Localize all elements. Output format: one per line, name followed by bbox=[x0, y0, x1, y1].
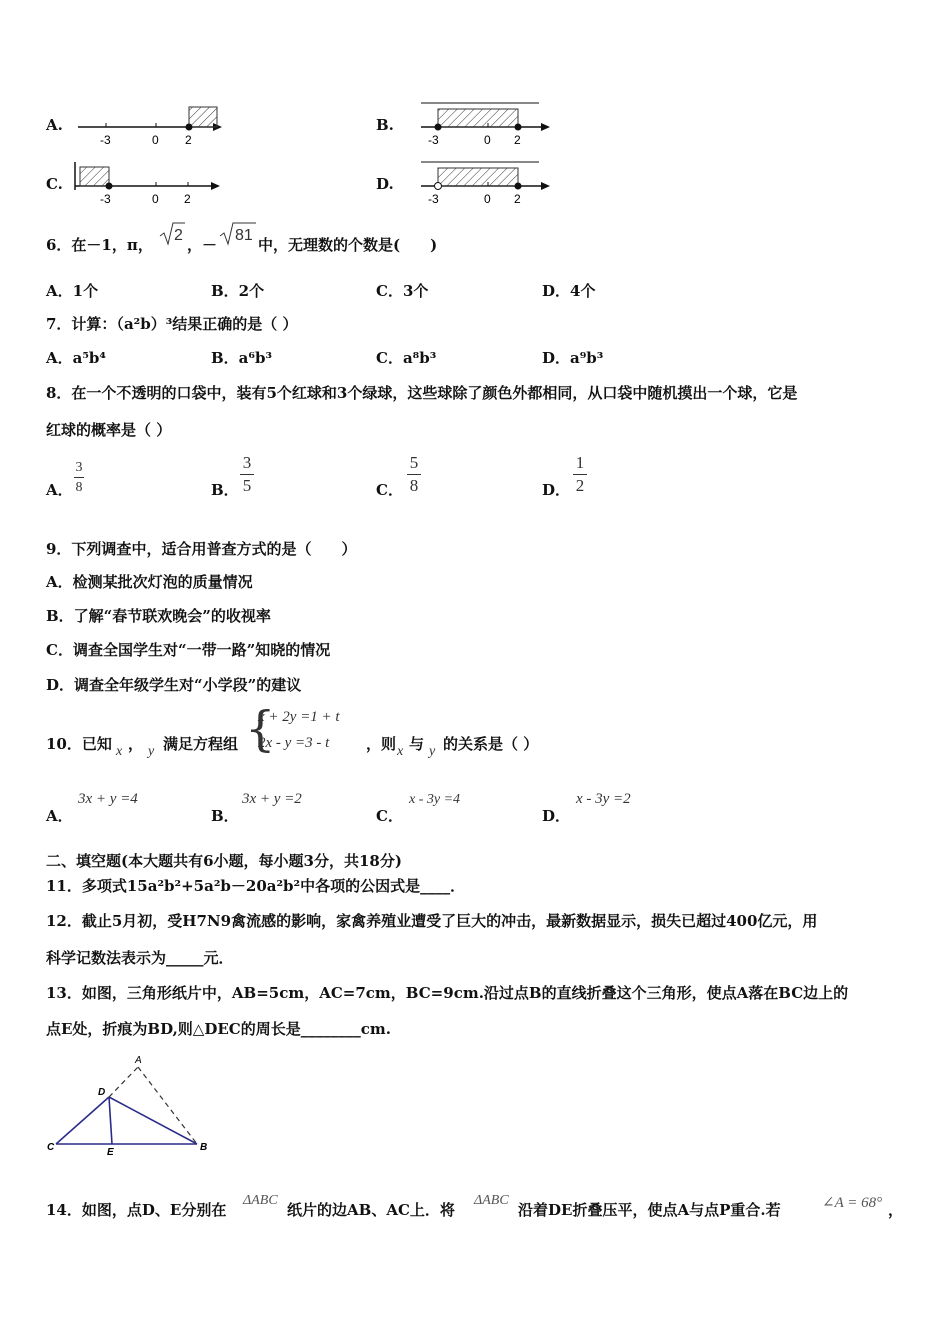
tick-label: -3 bbox=[100, 192, 111, 206]
q7-option-b: B．a⁶b³ bbox=[211, 349, 273, 367]
denominator: 5 bbox=[242, 476, 252, 495]
tick-label: 2 bbox=[514, 192, 521, 206]
tick-label: -3 bbox=[428, 133, 439, 147]
numberline-option-d bbox=[415, 158, 560, 210]
q13-line1: 13．如图，三角形纸片中，AB=5cm，AC=7cm，BC=9cm.沿过点B的直线折叠这个三角形，使点A落在BC边上的 bbox=[46, 984, 849, 1002]
q8-option-b-letter: B． bbox=[211, 481, 239, 499]
tick-label: 2 bbox=[514, 133, 521, 147]
equation-system bbox=[258, 704, 340, 756]
numerator: 1 bbox=[575, 453, 585, 472]
numberline-option-c bbox=[70, 158, 232, 210]
section-heading: 二、填空题(本大题共有6小题，每小题3分，共18分) bbox=[46, 852, 402, 870]
option-a-letter: A. bbox=[46, 116, 63, 134]
q10-option-b-letter: B． bbox=[211, 807, 239, 825]
q10-option-c-expr: x - 3y =4 bbox=[409, 792, 461, 807]
label-b: B bbox=[200, 1142, 208, 1153]
option-b-letter: B. bbox=[376, 116, 394, 134]
q6-option-b: B．2个 bbox=[211, 282, 265, 300]
q10-option-d-letter: D． bbox=[542, 807, 571, 825]
q14-triangle-2: ΔABC bbox=[474, 1193, 509, 1208]
equation-1: x + 2y =1 + t bbox=[258, 709, 340, 725]
numberline-option-a bbox=[72, 100, 232, 152]
q10-var-x2: x bbox=[397, 744, 404, 759]
option-d-letter: D. bbox=[376, 175, 394, 193]
q12-line2: 科学记数法表示为_____元． bbox=[46, 949, 234, 967]
q8-option-a-letter: A． bbox=[46, 481, 73, 499]
numerator: 3 bbox=[242, 453, 252, 472]
q10-option-a-expr: 3x + y =4 bbox=[78, 791, 138, 807]
system-brace: { bbox=[245, 701, 276, 757]
denominator: 8 bbox=[409, 476, 419, 495]
numerator: 3 bbox=[75, 460, 83, 475]
label-d: D bbox=[98, 1087, 106, 1098]
q10-option-a-letter: A． bbox=[46, 807, 73, 825]
label-c: C bbox=[47, 1142, 55, 1153]
tick-label: -3 bbox=[100, 133, 111, 147]
q8-option-d-letter: D． bbox=[542, 481, 571, 499]
segment-de bbox=[109, 1097, 112, 1144]
q8-option-c-fraction bbox=[407, 453, 421, 496]
q8-option-c-letter: C． bbox=[376, 481, 403, 499]
tick-label: 0 bbox=[484, 192, 491, 206]
q10-option-b-expr: 3x + y =2 bbox=[242, 791, 302, 807]
q12-line1: 12．截止5月初，受H7N9禽流感的影响，家禽养殖业遭受了巨大的冲击，最新数据显示，损失已超过400亿元，用 bbox=[46, 912, 818, 930]
q8-option-b-fraction bbox=[240, 453, 254, 496]
q10-option-d-expr: x - 3y =2 bbox=[576, 791, 631, 807]
sqrt2-radicand: 2 bbox=[174, 227, 183, 244]
segment-db bbox=[109, 1097, 197, 1144]
q14-angle: ∠A = 68° bbox=[822, 1195, 883, 1211]
tick-label: 0 bbox=[484, 133, 491, 147]
q8-line2: 红球的概率是（ ） bbox=[46, 421, 172, 439]
q9-option-c: C．调查全国学生对“一带一路”知晓的情况 bbox=[46, 641, 331, 659]
numerator: 5 bbox=[409, 453, 419, 472]
q6-prefix: 6．在－1，π， bbox=[46, 236, 153, 254]
q6-option-c: C．3个 bbox=[376, 282, 429, 300]
tick-label: 0 bbox=[152, 192, 159, 206]
q14-triangle-1: ΔABC bbox=[243, 1193, 278, 1208]
equation-2: 2x - y =3 - t bbox=[258, 735, 330, 751]
triangle-figure bbox=[44, 1052, 214, 1164]
q10-var-y: y bbox=[148, 744, 155, 759]
q13-line2: 点E处，折痕为BD,则△DEC的周长是________cm. bbox=[46, 1020, 391, 1038]
q10-then: ，则 bbox=[366, 735, 397, 753]
q8-option-a-fraction bbox=[74, 459, 84, 496]
q14-prefix: 14．如图，点D、E分别在 bbox=[46, 1201, 227, 1219]
q6-separator: ，－ bbox=[187, 236, 218, 254]
q9-text: 9．下列调查中，适合用普查方式的是（ ） bbox=[46, 540, 357, 558]
sqrt81-radicand: 81 bbox=[235, 227, 253, 244]
q14-mid1: 纸片的边AB、AC上．将 bbox=[287, 1201, 455, 1219]
q10-var-x: x bbox=[116, 744, 123, 759]
q9-option-b: B．了解“春节联欢晚会”的收视率 bbox=[46, 607, 271, 625]
q6-suffix: 中，无理数的个数是( ) bbox=[258, 236, 438, 254]
q10-suffix: 的关系是（ ） bbox=[443, 735, 539, 753]
q6-option-a: A．1个 bbox=[46, 282, 99, 300]
tick-label: 2 bbox=[184, 192, 191, 206]
denominator: 2 bbox=[575, 476, 585, 495]
segment-cd bbox=[56, 1097, 109, 1144]
q9-option-d: D．调查全年级学生对“小学段”的建议 bbox=[46, 676, 302, 694]
q10-var-y2: y bbox=[429, 744, 436, 759]
q10-comma: ， bbox=[128, 735, 144, 753]
label-a: A bbox=[135, 1055, 142, 1066]
q14-mid2: 沿着DE折叠压平，使点A与点P重合.若 bbox=[518, 1201, 781, 1219]
denominator: 8 bbox=[75, 480, 83, 495]
q9-option-a: A．检测某批次灯泡的质量情况 bbox=[46, 573, 253, 591]
q6-option-d: D．4个 bbox=[542, 282, 596, 300]
tick-label: 0 bbox=[152, 133, 159, 147]
q7-option-d: D．a⁹b³ bbox=[542, 349, 604, 367]
tick-label: 2 bbox=[185, 133, 192, 147]
q14-suffix: ， bbox=[888, 1201, 904, 1219]
sqrt81-radical bbox=[218, 220, 258, 246]
tick-label: -3 bbox=[428, 192, 439, 206]
segment-ab-dashed bbox=[138, 1067, 197, 1144]
q10-prefix: 10．已知 bbox=[46, 735, 112, 753]
sqrt2-radical bbox=[158, 220, 186, 246]
q7-option-a: A．a⁵b⁴ bbox=[46, 349, 106, 367]
option-c-letter: C. bbox=[46, 175, 63, 193]
q10-and: 与 bbox=[409, 735, 425, 753]
q8-line1: 8．在一个不透明的口袋中，装有5个红球和3个绿球，这些球除了颜色外都相同，从口袋中随机摸出一个球，它是 bbox=[46, 384, 798, 402]
q10-option-c-letter: C． bbox=[376, 807, 403, 825]
numberline-option-b bbox=[415, 100, 560, 152]
label-e: E bbox=[107, 1147, 114, 1158]
q10-mid: 满足方程组 bbox=[163, 735, 239, 753]
segment-da-dashed bbox=[109, 1067, 138, 1097]
q7-option-c: C．a⁸b³ bbox=[376, 349, 437, 367]
q8-option-d-fraction bbox=[573, 453, 587, 496]
q11-text: 11．多项式15a²b²+5a²b－20a²b²中各项的公因式是____． bbox=[46, 877, 466, 895]
q7-text: 7．计算：（a²b）³结果正确的是（ ） bbox=[46, 315, 298, 333]
